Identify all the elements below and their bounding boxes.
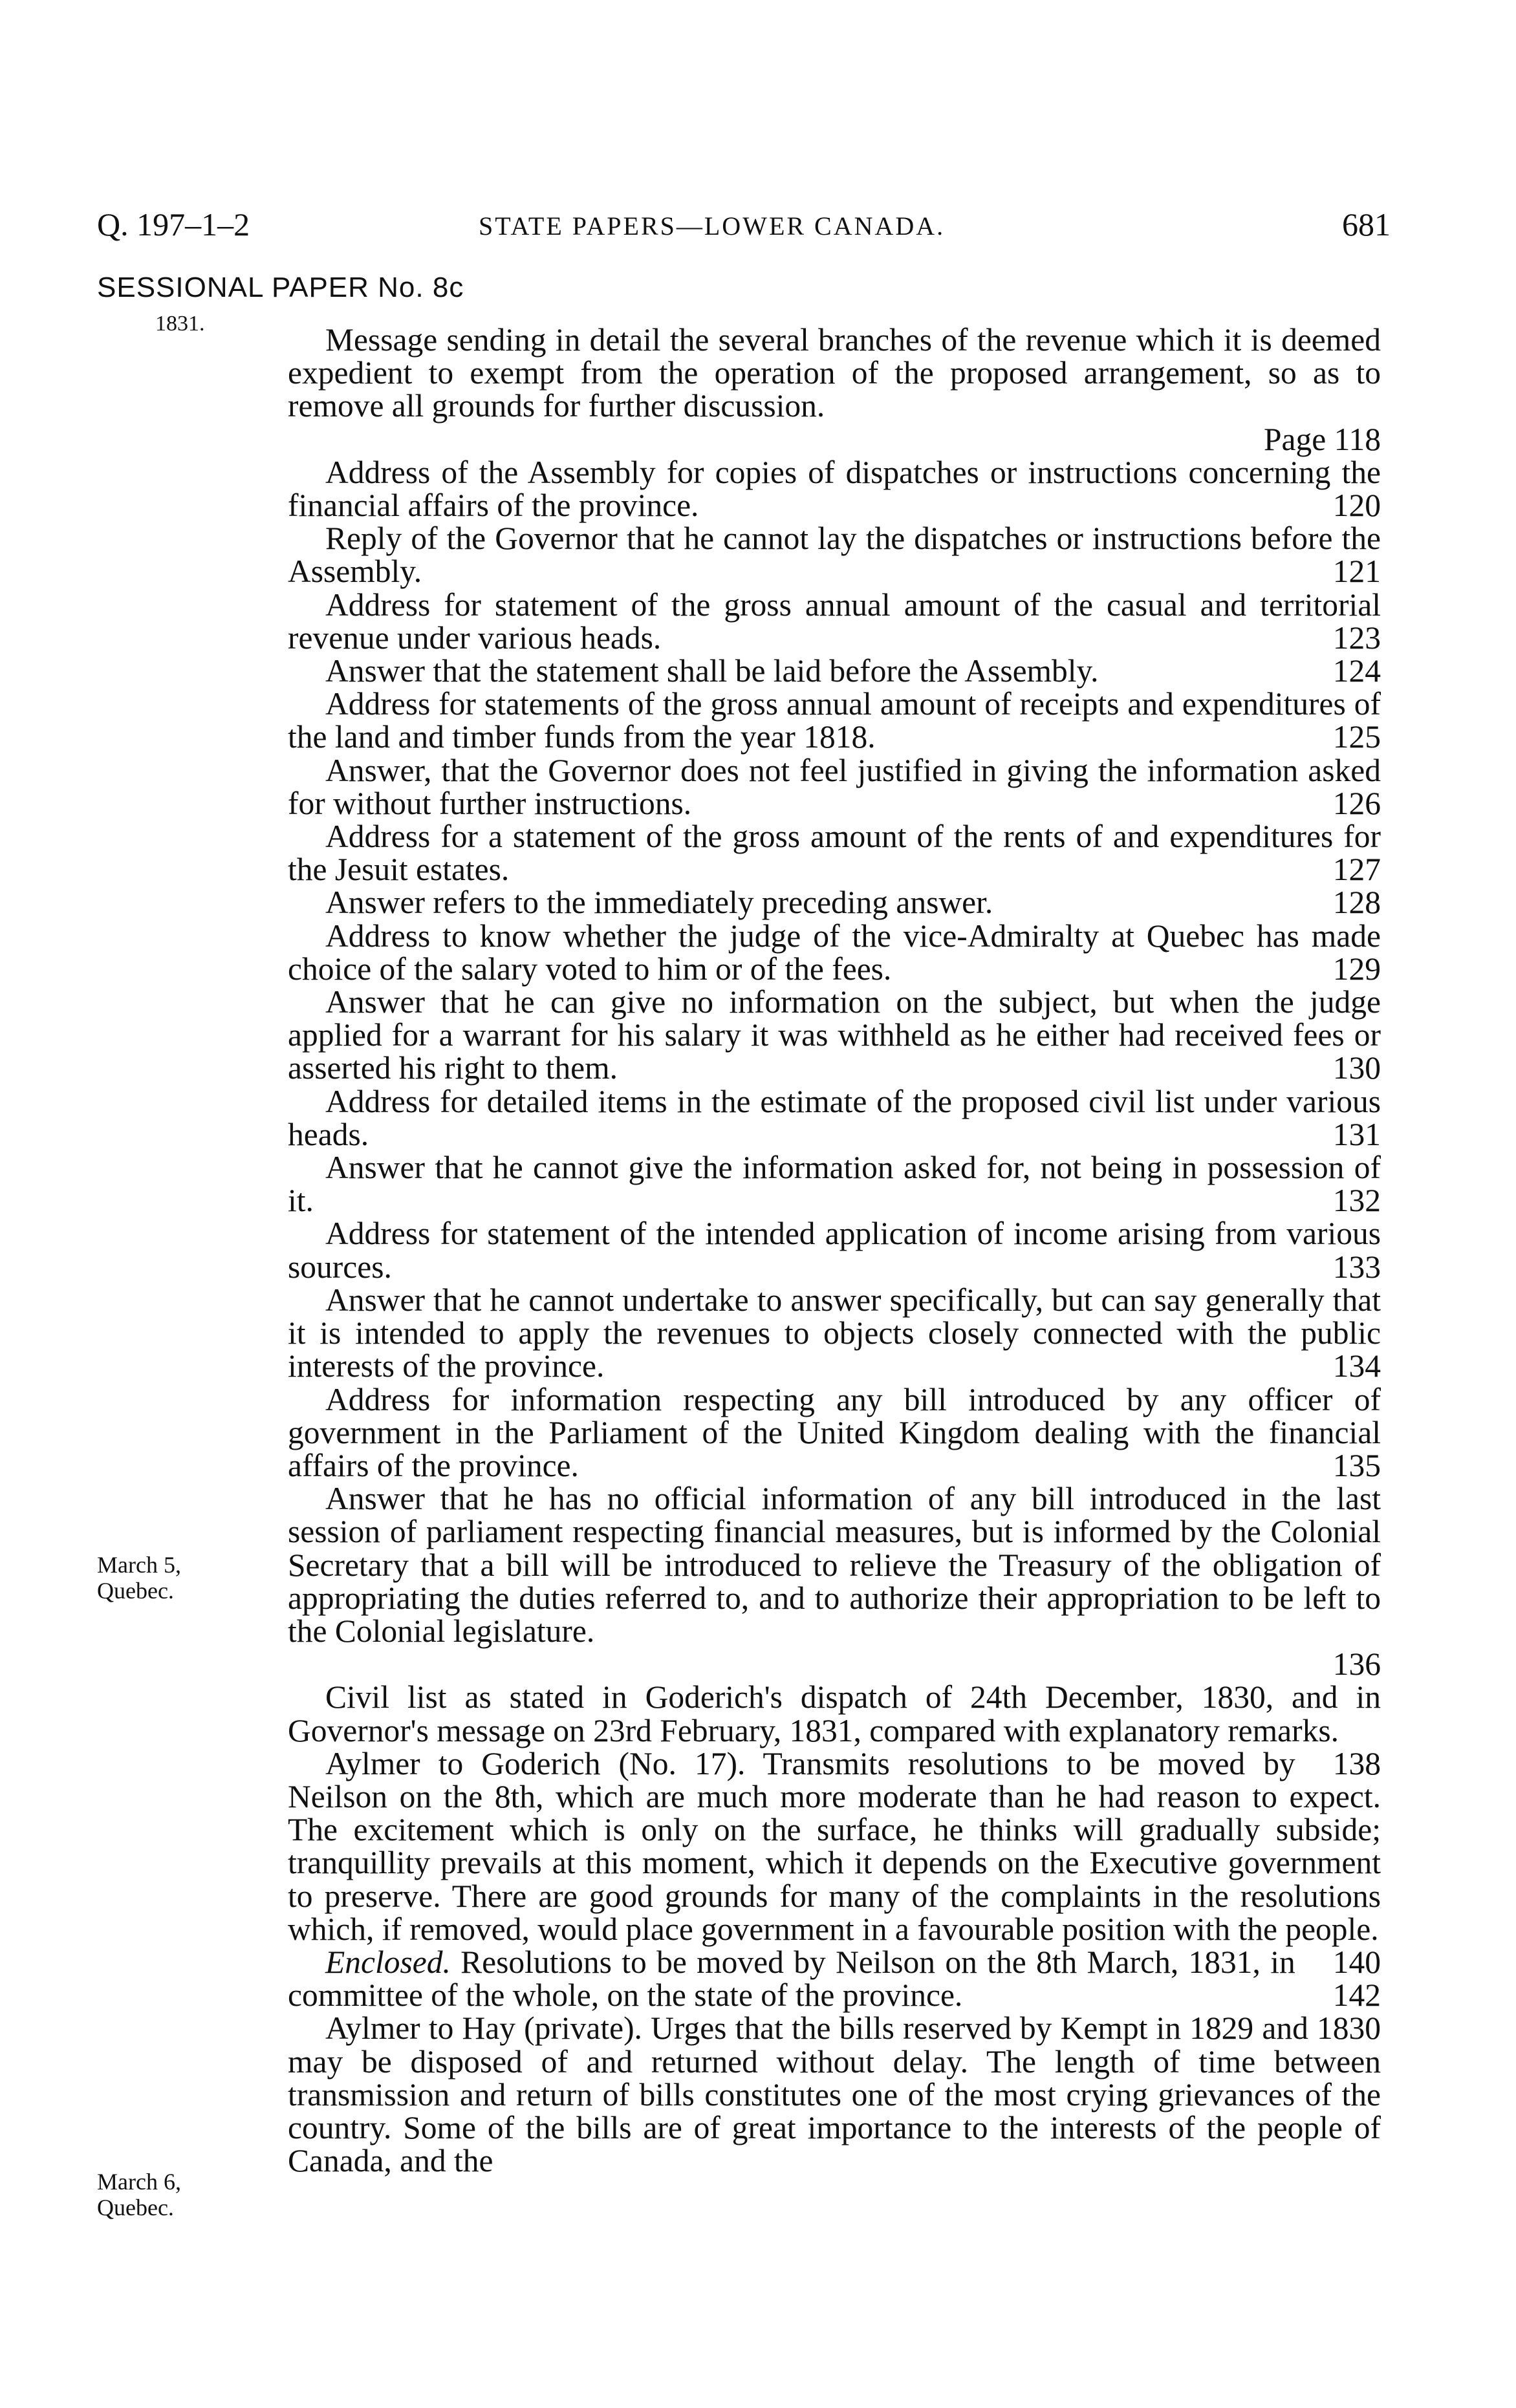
entry-text: Answer that he cannot give the information asked for, not being in possession of it. — [288, 1150, 1381, 1219]
margin-note-march-5 — [97, 1552, 181, 1604]
entry-paragraph — [288, 919, 1381, 985]
entry-paragraph — [288, 754, 1381, 820]
entry-paragraph — [288, 588, 1381, 654]
entry-text: Address for statement of the intended application of income arising from various sources. — [288, 1216, 1381, 1285]
entry-page-ref: 135 — [1332, 1447, 1381, 1483]
entry-page-ref: 125 — [1332, 719, 1381, 755]
entry-text: Resolutions to be moved by Neilson on the 8th March, 1831, in committee of the whole, on the state of the province. — [288, 1944, 1295, 2014]
entry-paragraph — [288, 687, 1381, 753]
entry-paragraph — [288, 1679, 1381, 1781]
entry-text: Answer, that the Governor does not feel justified in giving the information asked for without further instructions. — [288, 752, 1381, 821]
entry-page-ref: 138 — [1332, 1745, 1381, 1781]
entry-page-ref: 127 — [1332, 852, 1381, 888]
entry-paragraph — [288, 1383, 1381, 1483]
entry-paragraph — [288, 886, 1381, 919]
running-title: STATE PAPERS—LOWER CANADA. — [479, 211, 946, 241]
entry-text: Answer that the statement shall be laid before the Assembly. — [325, 653, 1099, 689]
entry-paragraph — [288, 1085, 1381, 1151]
entry-page-ref: 136 — [1332, 1646, 1381, 1682]
entry-page-ref: 140 — [1332, 1944, 1381, 1980]
entry-text: Civil list as stated in Goderich's dispatch of 24th December, 1830, and in Governor's message on 23rd February, 1831, compared with explanatory remarks. — [288, 1679, 1381, 1748]
entry-text: Reply of the Governor that he cannot lay the dispatches or instructions before the Assembly. — [288, 521, 1381, 590]
entry-text: Address for detailed items in the estimate of the proposed civil list under various heads. — [288, 1083, 1381, 1152]
entry-page-ref: 124 — [1332, 653, 1381, 689]
margin-date: March 6, — [97, 2169, 181, 2195]
entry-paragraph — [288, 654, 1381, 687]
entry-page-ref: 142 — [1332, 1977, 1381, 2014]
entry-text: Address for information respecting any bill introduced by any officer of government in the Parliament of the United Kingdom dealing with the financial affairs of the province. — [288, 1381, 1381, 1483]
entry-paragraph — [288, 1284, 1381, 1383]
entry-page-ref: 120 — [1332, 488, 1381, 524]
entry-text: Answer that he has no official information of any bill introduced in the last session of parliament respecting financial measures, but is informed by the Colonial Secretary that a bill will be introduced to relieve the Treasury of the obligation of appropriating the duties referred to, and to authorize their appropriation to be left to the Colonial legislature. — [288, 1481, 1381, 1649]
page-number: 681 — [1342, 206, 1391, 242]
entry-text: Address of the Assembly for copies of dispatches or instructions concerning the financial affairs of the province. — [288, 454, 1381, 524]
entry-paragraph — [288, 2012, 1381, 2177]
margin-note-march-6 — [97, 2169, 181, 2220]
entry-page-ref: 129 — [1332, 951, 1381, 987]
entry-text: Address for a statement of the gross amount of the rents of and expenditures for the Jesuit estates. — [288, 819, 1381, 888]
entry-page-ref: 134 — [1332, 1348, 1381, 1384]
entry-page-ref: 128 — [1332, 885, 1381, 921]
entry-paragraph — [288, 820, 1381, 886]
entry-page-ref: Page 118 — [1263, 421, 1381, 457]
entry-paragraph — [288, 456, 1381, 522]
entry-page-ref: 132 — [1332, 1183, 1381, 1219]
entry-paragraph — [288, 1151, 1381, 1217]
entry-page-ref: 121 — [1332, 554, 1381, 590]
entry-page-ref: 126 — [1332, 785, 1381, 821]
year-marginal: 1831. — [155, 312, 205, 336]
document-body — [288, 323, 1381, 2177]
reference-number: Q. 197–1–2 — [97, 206, 250, 242]
entry-text: Answer that he cannot undertake to answer specifically, but can say generally that it is intended to apply the revenues to objects closely connected with the public interests of the province. — [288, 1282, 1381, 1384]
entry-lead: Enclosed. — [325, 1944, 451, 1980]
margin-place: Quebec. — [97, 1578, 174, 1604]
entry-text: Aylmer to Goderich (No. 17). Transmits resolutions to be moved by Neilson on the 8th, which are much more moderate than he had reason to expect. The excitement which is only on the surface, he thinks will gradually subside; tranquillity prevails at this moment, which it depends on the Executive government to preserve. There are good grounds for many of the complaints in the resolutions which, if removed, would place government in a favourable position with the people. — [288, 1745, 1381, 1947]
entry-text: Answer refers to the immediately preceding answer. — [325, 885, 993, 921]
entry-paragraph — [288, 323, 1381, 423]
sessional-paper-label: SESSIONAL PAPER No. 8c — [97, 272, 464, 303]
entry-paragraph — [288, 1946, 1381, 2012]
entry-page-ref: 131 — [1332, 1116, 1381, 1152]
running-head — [97, 206, 1391, 251]
entry-text: Message sending in detail the several branches of the revenue which it is deemed expedient to exempt from the operation of the proposed arrangement, so as to remove all grounds for further discussion. — [288, 322, 1381, 424]
entry-text: Address for statements of the gross annual amount of receipts and expenditures of the land and timber funds from the year 1818. — [288, 686, 1381, 755]
entry-text: Aylmer to Hay (private). Urges that the bills reserved by Kempt in 1829 and 1830 may be disposed of and returned without delay. The length of time between transmission and return of bills constitutes one of the most crying grievances of the country. Some of the bills are of great importance to the interests of the people of Canada, and the — [288, 2010, 1381, 2179]
entry-page-ref: 133 — [1332, 1249, 1381, 1285]
entry-page-ref: 123 — [1332, 619, 1381, 656]
entry-paragraph — [288, 1482, 1381, 1648]
margin-date: March 5, — [97, 1552, 181, 1578]
entry-paragraph — [288, 522, 1381, 588]
entry-paragraph — [288, 985, 1381, 1085]
entry-text: Address for statement of the gross annual amount of the casual and territorial revenue under various heads. — [288, 586, 1381, 656]
entry-text: Address to know whether the judge of the vice-Admiralty at Quebec has made choice of the salary voted to him or of the fees. — [288, 918, 1381, 987]
margin-place: Quebec. — [97, 2195, 174, 2220]
entry-text: Answer that he can give no information on the subject, but when the judge applied for a warrant for his salary it was withheld as he either had received fees or asserted his right to them. — [288, 984, 1381, 1086]
entry-paragraph — [288, 1217, 1381, 1283]
entry-page-ref: 130 — [1332, 1050, 1381, 1086]
